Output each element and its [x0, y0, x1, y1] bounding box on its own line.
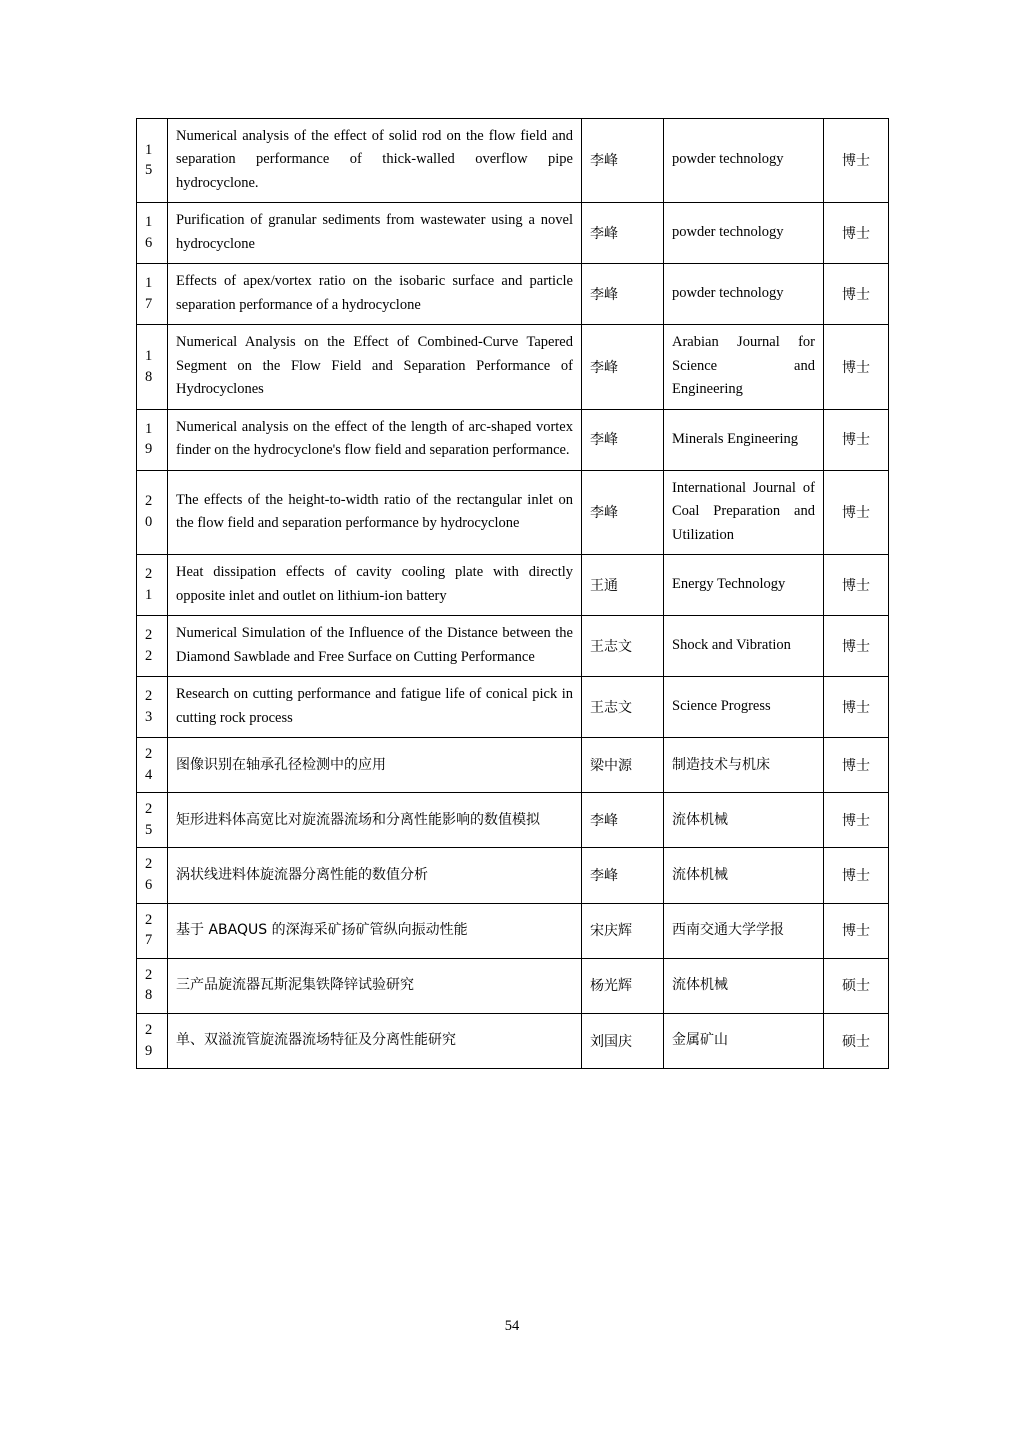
publication-table-container	[136, 118, 888, 1069]
paper-author: 杨光辉	[582, 958, 664, 1013]
row-index-digit: 1	[145, 275, 153, 292]
row-index	[137, 903, 168, 958]
paper-author: 王通	[582, 555, 664, 616]
paper-author: 李峰	[582, 264, 664, 325]
row-index-digit: 0	[145, 514, 153, 531]
row-index-digit: 7	[145, 295, 153, 312]
row-index	[137, 264, 168, 325]
paper-title: Effects of apex/vortex ratio on the isobaric surface and particle separation performance of a hydrocyclone	[168, 264, 582, 325]
table-row	[137, 848, 889, 903]
table-row	[137, 958, 889, 1013]
author-degree: 博士	[824, 555, 889, 616]
row-index	[137, 409, 168, 470]
paper-journal: 流体机械	[664, 793, 824, 848]
paper-title: Purification of granular sediments from wastewater using a novel hydrocyclone	[168, 203, 582, 264]
author-degree: 博士	[824, 203, 889, 264]
row-index-digit: 2	[145, 856, 153, 873]
paper-title: Numerical analysis on the effect of the length of arc-shaped vortex finder on the hydrocyclone's flow field and separation performance.	[168, 409, 582, 470]
paper-author: 李峰	[582, 470, 664, 554]
paper-title: 三产品旋流器瓦斯泥集铁降锌试验研究	[168, 958, 582, 1013]
row-index	[137, 1013, 168, 1068]
table-row	[137, 325, 889, 409]
paper-journal: 流体机械	[664, 848, 824, 903]
row-index-digit: 2	[145, 966, 153, 983]
row-index-digit: 2	[145, 911, 153, 928]
paper-title: Numerical analysis of the effect of solid rod on the flow field and separation performance of thick-walled overflow pipe hydrocyclone.	[168, 119, 582, 203]
row-index	[137, 793, 168, 848]
paper-journal: Energy Technology	[664, 555, 824, 616]
paper-title: Numerical Analysis on the Effect of Combined-Curve Tapered Segment on the Flow Field and Separation Performance of Hydrocyclones	[168, 325, 582, 409]
table-row	[137, 203, 889, 264]
row-index-digit: 4	[145, 766, 153, 783]
row-index	[137, 470, 168, 554]
row-index	[137, 119, 168, 203]
author-degree: 博士	[824, 677, 889, 738]
paper-journal: powder technology	[664, 119, 824, 203]
table-row	[137, 616, 889, 677]
row-index	[137, 325, 168, 409]
row-index-digit: 6	[145, 234, 153, 251]
row-index-digit: 7	[145, 932, 153, 949]
row-index-digit: 2	[145, 566, 153, 583]
table-row	[137, 738, 889, 793]
publication-table-body	[137, 119, 889, 1069]
row-index-digit: 5	[145, 821, 153, 838]
row-index-digit: 2	[145, 801, 153, 818]
row-index	[137, 203, 168, 264]
paper-author: 李峰	[582, 409, 664, 470]
author-degree: 博士	[824, 903, 889, 958]
row-index-digit: 9	[145, 1042, 153, 1059]
row-index	[137, 616, 168, 677]
paper-journal: Minerals Engineering	[664, 409, 824, 470]
table-row	[137, 677, 889, 738]
paper-journal: 制造技术与机床	[664, 738, 824, 793]
table-row	[137, 1013, 889, 1068]
table-row	[137, 264, 889, 325]
paper-journal: 金属矿山	[664, 1013, 824, 1068]
paper-journal: International Journal of Coal Preparation and Utilization	[664, 470, 824, 554]
row-index-digit: 1	[145, 214, 153, 231]
paper-journal: Arabian Journal for Science and Engineering	[664, 325, 824, 409]
paper-title: Research on cutting performance and fatigue life of conical pick in cutting rock process	[168, 677, 582, 738]
page-number: 54	[504, 1318, 520, 1334]
table-row	[137, 555, 889, 616]
paper-author: 李峰	[582, 793, 664, 848]
paper-title: 涡状线进料体旋流器分离性能的数值分析	[168, 848, 582, 903]
paper-journal: powder technology	[664, 264, 824, 325]
row-index-digit: 2	[145, 627, 153, 644]
paper-journal: 西南交通大学学报	[664, 903, 824, 958]
paper-author: 刘国庆	[582, 1013, 664, 1068]
author-degree: 博士	[824, 616, 889, 677]
author-degree: 博士	[824, 793, 889, 848]
row-index-digit: 2	[145, 688, 153, 705]
author-degree: 博士	[824, 119, 889, 203]
publication-table	[136, 118, 889, 1069]
row-index-digit: 1	[145, 141, 153, 158]
paper-author: 梁中源	[582, 738, 664, 793]
paper-author: 李峰	[582, 119, 664, 203]
row-index-digit: 8	[145, 987, 153, 1004]
author-degree: 博士	[824, 264, 889, 325]
paper-author: 王志文	[582, 677, 664, 738]
paper-title: Heat dissipation effects of cavity cooling plate with directly opposite inlet and outlet on lithium-ion battery	[168, 555, 582, 616]
row-index	[137, 738, 168, 793]
row-index	[137, 848, 168, 903]
row-index-digit: 8	[145, 368, 153, 385]
row-index-digit: 1	[145, 586, 153, 603]
table-row	[137, 119, 889, 203]
row-index-digit: 2	[145, 746, 153, 763]
paper-author: 王志文	[582, 616, 664, 677]
row-index-digit: 1	[145, 420, 153, 437]
paper-title: The effects of the height-to-width ratio of the rectangular inlet on the flow field and separation performance by hydrocyclone	[168, 470, 582, 554]
table-row	[137, 409, 889, 470]
author-degree: 博士	[824, 409, 889, 470]
author-degree: 博士	[824, 470, 889, 554]
row-index-digit: 5	[145, 162, 153, 179]
paper-title: Numerical Simulation of the Influence of the Distance between the Diamond Sawblade and Free Surface on Cutting Performance	[168, 616, 582, 677]
row-index-digit: 2	[145, 647, 153, 664]
table-row	[137, 470, 889, 554]
author-degree: 博士	[824, 848, 889, 903]
paper-author: 李峰	[582, 325, 664, 409]
row-index-digit: 2	[145, 1021, 153, 1038]
row-index-digit: 1	[145, 348, 153, 365]
row-index-digit: 2	[145, 493, 153, 510]
table-row	[137, 903, 889, 958]
paper-title: 基于 ABAQUS 的深海采矿扬矿管纵向振动性能	[168, 903, 582, 958]
paper-author: 宋庆辉	[582, 903, 664, 958]
table-row	[137, 793, 889, 848]
author-degree: 博士	[824, 325, 889, 409]
paper-author: 李峰	[582, 203, 664, 264]
row-index	[137, 677, 168, 738]
row-index-digit: 3	[145, 708, 153, 725]
paper-author: 李峰	[582, 848, 664, 903]
paper-title: 矩形进料体高宽比对旋流器流场和分离性能影响的数值模拟	[168, 793, 582, 848]
row-index-digit: 6	[145, 877, 153, 894]
paper-title: 图像识别在轴承孔径检测中的应用	[168, 738, 582, 793]
author-degree: 硕士	[824, 958, 889, 1013]
paper-journal: 流体机械	[664, 958, 824, 1013]
row-index	[137, 555, 168, 616]
paper-title: 单、双溢流管旋流器流场特征及分离性能研究	[168, 1013, 582, 1068]
row-index	[137, 958, 168, 1013]
author-degree: 博士	[824, 738, 889, 793]
row-index-digit: 9	[145, 441, 153, 458]
paper-journal: powder technology	[664, 203, 824, 264]
author-degree: 硕士	[824, 1013, 889, 1068]
paper-journal: Science Progress	[664, 677, 824, 738]
paper-journal: Shock and Vibration	[664, 616, 824, 677]
